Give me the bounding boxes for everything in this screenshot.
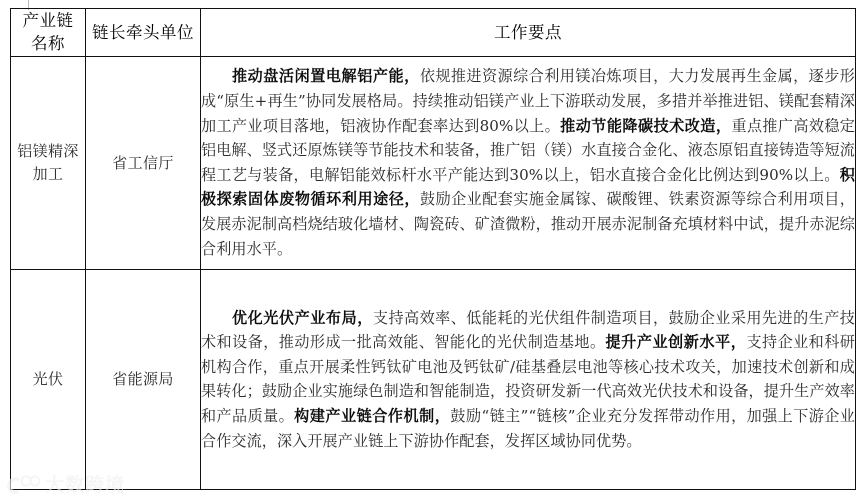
column-header-work-points: 工作要点 bbox=[201, 9, 856, 57]
column-header-name-line-2: 名称 bbox=[31, 34, 65, 54]
table-row bbox=[11, 269, 856, 489]
table-header-row bbox=[11, 9, 856, 57]
column-header-name-line-1: 产业链 bbox=[22, 11, 74, 30]
industry-chain-name-line-2: 加工 bbox=[32, 164, 64, 183]
cell-lead-unit: 省工信厅 bbox=[86, 56, 201, 269]
work-points-paragraph: 推动盘活闲置电解铝产能，依规推进资源综合利用镁冶炼项目，大力发展再生金属，逐步形成“原生+再生”协同发展格局。持续推动铝镁产业上下游联动发展，多措并举推进铝、镁配套精深加工产业项目落地，铝液协作配套率达到80%以上。推动节能降碳技术改造，重点推广高效稳定铝电解、竖式还原炼镁等节能技术和装备，推广铝（镁）水直接合金化、液态原铝直接铸造等短流程工艺与装备，电解铝能效标杆水平产能达到30%以上，铝水直接合金化比例达到90%以上。积极探索固体废物循环利用途径，鼓励企业配套实施金属镓、碳酸锂、铁素资源等综合利用项目，发展赤泥制高档烧结玻化墙材、陶瓷砖、矿渣微粉，推动开展赤泥制备充填材料中试，提升赤泥综合利用水平。 bbox=[201, 67, 855, 258]
industry-chain-name-line-1: 铝镁精深 bbox=[17, 142, 79, 161]
cell-work-points bbox=[201, 56, 856, 269]
cell-work-points bbox=[201, 269, 856, 489]
cell-lead-unit: 省能源局 bbox=[86, 269, 201, 489]
column-header-lead-unit: 链长牵头单位 bbox=[86, 9, 201, 57]
table-row bbox=[11, 56, 856, 269]
column-header-industry-chain-name bbox=[11, 9, 86, 57]
work-points-paragraph: 优化光伏产业布局，支持高效率、低能耗的光伏组件制造项目，鼓励企业采用先进的生产技术和设备，推动形成一批高效能、智能化的光伏制造基地。提升产业创新水平，支持企业和科研机构合作，重点开展柔性钙钛矿电池及钙钛矿/硅基叠层电池等核心技术攻关，加速技术创新和成果转化；鼓励企业实施绿色制造和智能制造，投资研发新一代高效光伏技术和设备，提升生产效率和产品质量。构建产业链合作机制，鼓励“链主”“链核”企业充分发挥带动作用，加强上下游企业合作交流，深入开展产业链上下游协作配套，发挥区域协同优势。 bbox=[201, 308, 855, 450]
industry-chain-work-points-table bbox=[10, 8, 856, 490]
cell-industry-chain-name bbox=[11, 56, 86, 269]
watermark-text: 大数跨境 bbox=[45, 473, 126, 496]
industry-chain-name-line-1: 光伏 bbox=[32, 370, 64, 389]
cell-industry-chain-name bbox=[11, 269, 86, 489]
